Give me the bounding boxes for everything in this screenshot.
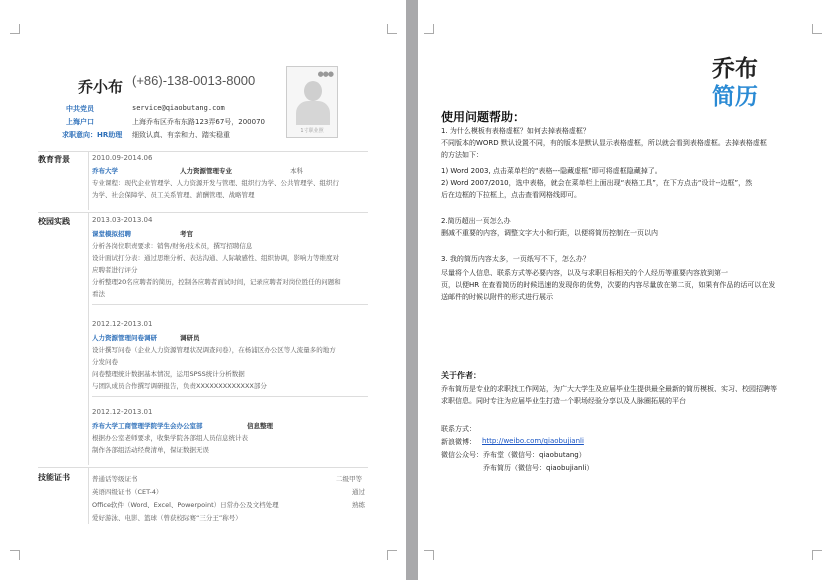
crop-mark <box>424 550 434 560</box>
crop-mark <box>424 24 434 34</box>
weibo-link[interactable]: http://weibo.com/qiaobujianli <box>482 437 584 445</box>
exp-line: 与团队成员合作撰写调研报告，负责XXXXXXXXXXXXX部分 <box>92 382 267 390</box>
exp-role: 调研员 <box>180 334 200 342</box>
edu-courses: 为学、社会保障学、员工关系管理、薪酬管理、战略管理 <box>92 191 255 199</box>
edu-major: 人力资源管理专业 <box>180 167 232 175</box>
crop-mark <box>387 550 397 560</box>
info-label: 上海户口 <box>66 118 94 126</box>
avatar-body-icon <box>296 101 330 125</box>
resume-page <box>0 0 406 580</box>
help-text: 2) Word 2007/2010，选中表格，就会在菜单栏上面出现“表格工具”，在下方点击“设计--边框”，然 <box>441 179 753 187</box>
resume-phone: (+86)-138-0013-8000 <box>132 73 256 88</box>
exp-line: 分析整理20名应聘者的简历，控制各应聘者面试时间，记录应聘者对岗位胜任的问题和 <box>92 278 341 286</box>
brand-logo: 乔布 <box>712 56 758 82</box>
divider <box>88 468 89 524</box>
exp-line: 分析各岗位职责要求：销售/财务/技术员，撰写招聘信息 <box>92 242 253 250</box>
exp-org: 人力资源管理问卷调研 <box>92 334 157 342</box>
exp-line: 问卷整理统计数据基本情况，运用SPSS统计分析数据 <box>92 370 245 378</box>
help-question: 3. 我的简历内容太多，一页纸写不下，怎么办？ <box>441 255 590 263</box>
info-label: 中共党员 <box>66 105 94 113</box>
divider <box>88 213 89 465</box>
exp-org: 乔布大学工商管理学院学生会办公室部 <box>92 422 203 430</box>
about-text: 求职信息。同时专注为应届毕业生打造一个职场经验分享以及人脉圈拓展的平台 <box>441 397 686 405</box>
edu-date: 2010.09-2014.06 <box>92 154 153 162</box>
photo-caption: 1寸职业照 <box>300 128 324 134</box>
wechat-text: 乔布简历（微信号：qiaobujianli） <box>483 464 594 472</box>
wechat-text: 微信公众号：乔布堂（微信号：qiaobutang） <box>441 451 586 459</box>
about-title: 关于作者： <box>441 371 481 380</box>
help-question: 2.简历超出一页怎么办 <box>441 217 511 225</box>
help-page <box>418 0 830 580</box>
skill-name: 英语四级证书（CET-4） <box>92 488 163 496</box>
profile-photo <box>286 66 338 138</box>
exp-date: 2013.03-2013.04 <box>92 216 153 224</box>
contact-title: 联系方式： <box>441 425 476 433</box>
help-title: 使用问题帮助： <box>441 110 526 124</box>
resume-name: 乔小布 <box>78 78 124 96</box>
info-value: service@qiaobutang.com <box>132 104 225 112</box>
edu-degree: 本科 <box>290 167 303 175</box>
help-text: 送邮件的时候以附件的形式进行展示 <box>441 293 553 301</box>
edu-school: 乔布大学 <box>92 167 118 175</box>
divider <box>92 304 368 305</box>
exp-role: 信息整理 <box>247 422 273 430</box>
exp-org: 课堂模拟招聘 <box>92 230 131 238</box>
dots-icon: ●●● <box>317 70 333 78</box>
about-text: 乔布简历是专业的求职找工作网站，为广大大学生及应届毕业生提供最全最新的简历模板、实习、校园招聘等 <box>441 385 777 393</box>
crop-mark <box>10 550 20 560</box>
skill-level: 熟练 <box>352 501 365 509</box>
help-text: 后在边框的下拉框上，点击查看网格线即可。 <box>441 191 581 199</box>
exp-line: 设计撰写问卷（企业人力资源管理状况调查问卷），在杨浦区办公区等人流量多的地方 <box>92 346 336 354</box>
exp-role: 考官 <box>180 230 193 238</box>
exp-date: 2012.12-2013.01 <box>92 320 153 328</box>
exp-line: 根据办公室老师要求，收集学院各部组人员信息统计表 <box>92 434 248 442</box>
help-text: 页，以便HR 在查看简历的时候迅速的发现你的优势，次要的内容尽量放在第二页，如果有作品的话可以在发 <box>441 281 776 289</box>
brand-logo: 简历 <box>712 84 758 110</box>
info-label: 求职意向：HR助理 <box>62 131 123 139</box>
exp-date: 2012.12-2013.01 <box>92 408 153 416</box>
help-question: 1. 为什么模板有表格虚框？如何去掉表格虚框？ <box>441 127 590 135</box>
section-title-education: 教育背景 <box>38 155 70 164</box>
help-text: 尽量将个人信息、联系方式等必要内容，以及与求职目标相关的个人经历等重要内容放到第一 <box>441 269 728 277</box>
info-value: 上海乔布区乔布东路123弄67号，200070 <box>132 118 265 126</box>
skill-level: 二级甲等 <box>336 475 362 483</box>
exp-line: 应聘者进行评分 <box>92 266 138 274</box>
help-text: 不同版本的WORD 默认设置不同，有的版本是默认显示表格虚框，所以就会看到表格虚框。去掉表格虚框 <box>441 139 767 147</box>
help-text: 删减不重要的内容，调整文字大小和行距，以便将简历控制在一页以内 <box>441 229 658 237</box>
crop-mark <box>812 24 822 34</box>
divider <box>88 152 89 210</box>
skill-level: 通过 <box>352 488 365 496</box>
skill-name: Office软件（Word、Excel、Powerpoint）日常办公及文档处理 <box>92 501 279 509</box>
exp-line: 分发问卷 <box>92 358 118 366</box>
exp-line: 设计面试打分表：通过思维分析、表达沟通、人际敏感性、组织协调，影响力等维度对 <box>92 254 339 262</box>
help-text: 的方法如下： <box>441 151 483 159</box>
help-text: 1) Word 2003, 点击菜单栏的“表格---隐藏虚框”即可将虚框隐藏掉了。 <box>441 167 662 175</box>
exp-line: 看法 <box>92 290 105 298</box>
avatar-head-icon <box>304 81 322 101</box>
crop-mark <box>10 24 20 34</box>
info-value: 细致认真、有亲和力、踏实稳重 <box>132 131 230 139</box>
crop-mark <box>812 550 822 560</box>
crop-mark <box>387 24 397 34</box>
section-title-skills: 技能证书 <box>38 473 70 482</box>
section-title-campus: 校园实践 <box>38 217 70 226</box>
skill-name: 爱好游泳、电影、篮球（曾获校际赛“三分王”称号） <box>92 514 242 522</box>
divider <box>92 396 368 397</box>
exp-line: 制作各部组活动经费清单，保证数据无误 <box>92 446 209 454</box>
edu-courses: 专业课程：现代企业管理学、人力资源开发与管理、组织行为学、公共管理学、组织行 <box>92 179 339 187</box>
skill-name: 普通话等级证书 <box>92 475 138 483</box>
weibo-label: 新浪微博： <box>441 438 476 446</box>
